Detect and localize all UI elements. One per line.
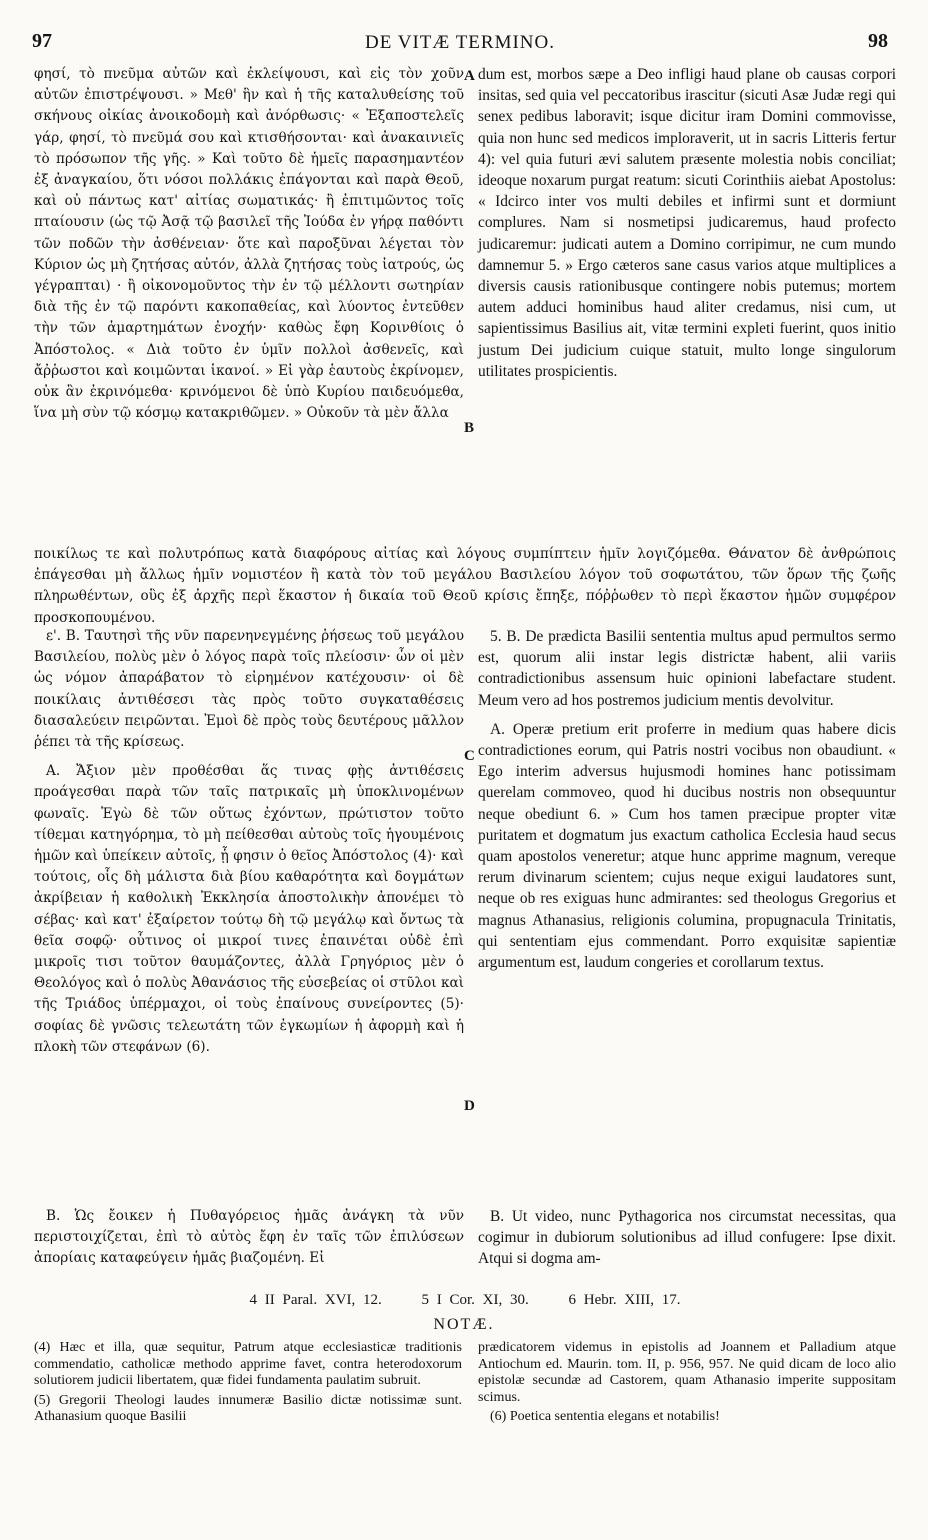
notes-column-left bbox=[34, 1340, 462, 1429]
latin-paragraph: dum est, morbos sæpe a Deo infligi haud plane ob causas corpori insitas, sed quia vel peccatoribus irascitur (sicuti Asæ Judæ regi qui senex pedibus laboravit; isque dicitur iram Domini commovisse, quia non hunc sed medicos imploraverit, ut in sacris Litteris fertur 4): vel quia futuri ævi salutem præsente molestia nobis conciliat; ideoque noxarum purgat reatum: sicuti Corinthiis aiebat Apostolus: « Idcirco inter vos multi debiles et infirmi sunt et dormiunt complures. Nam si nosmetipsi judicaremus, haud profecto judicaremur: judicati autem a Domino corripimur, ne cum mundo damnemur 5. » Ergo cæteros sane casus varios atque multiplices a diversis causis rationibusque contingere nobis putemus; mortem autem adduci hominibus haud aliter credamus, nisi cum, ut sapientissimus Basilius ait, vitæ termini expleti fuerint, quos initio justum Dei judicium cuique statuit, multo longe singulorum utilitates prospicientis. bbox=[478, 66, 896, 380]
latin-paragraph: 5. B. De prædicta Basilii sententia multus apud permultos sermo est, quorum alii instar legis districtæ habent, alii variis contradictionibus assensum huic opinioni labefactare student. Meum vero ad hos postremos judicium mentis devolvitur. bbox=[478, 628, 896, 709]
notes-heading: NOTÆ. bbox=[433, 1316, 495, 1333]
scripture-references bbox=[34, 1292, 896, 1309]
note-paragraph: (5) Gregorii Theologi laudes innumeræ Basilio dictæ notissimæ sunt. Athanasium quoque Basilii bbox=[34, 1392, 462, 1424]
note-paragraph: prædicatorem videmus in epistolis ad Joannem et Palladium atque Antiochum ed. Maurin. tom. II, p. 956, 957. Ne quid dicam de loco alio epistolæ secundæ ad Castorem, quam Athanasio imperite suppositam scimus. bbox=[478, 1340, 896, 1405]
margin-letter-d: D bbox=[464, 1098, 475, 1114]
margin-letter-a: A bbox=[464, 68, 475, 84]
greek-paragraph: ποικίλως τε καὶ πολυτρόπως κατὰ διαφόρους αἰτίας καὶ λόγους συμπίπτειν ἡμῖν λογιζόμεθα. Θάνατον δὲ ἀνθρώποις ἐπάγεσθαι μὴ ἄλλως ἡμῖν νομιστέον ἢ κατὰ τὸν τοῦ μεγάλου Βασιλείου λόγον τοῦ σοφωτάτου, τῶν ὅρων τῆς ζωῆς πληρωθέντων, οὓς ἐξ ἀρχῆς περὶ ἕκαστον ἡ δικαία τοῦ Θεοῦ κρίσις ἔπηξε, πόῤῥωθεν τὸ περὶ ἕκαστον ἡμῶν συμφέρον προσκοπουμένου. bbox=[34, 546, 896, 626]
scripture-reference: 5 I Cor. XI, 30. bbox=[421, 1292, 529, 1308]
latin-column-top bbox=[478, 64, 896, 544]
greek-paragraph: Β. Ὡς ἔοικεν ἡ Πυθαγόρειος ἡμᾶς ἀνάγκη τὰ νῦν περιστοιχίζεται, ἐπὶ τὸ αὐτὸς ἔφη ἐν ταῖς τῶν ἐπιλύσεων ἀπορίαις καταφεύγειν ἡμᾶς βιαζομένη. Εἰ bbox=[34, 1208, 464, 1267]
note-paragraph: (4) Hæc et illa, quæ sequitur, Patrum atque ecclesiasticæ traditionis commendatio, catholicæ methodo apprime favet, contra heterodoxorum solutiorem judicii libertatem, quæ fidei fundamenta paulatim subruit. bbox=[34, 1340, 462, 1388]
greek-paragraph: φησί, τὸ πνεῦμα αὐτῶν καὶ ἐκλείψουσι, καὶ εἰς τὸν χοῦν αὐτῶν ἐπιστρέψουσι. » Μεθ' ἣν καὶ ἡ τῆς καταλυθείσης τοῦ σκήνους οἰκίας ἀνοικοδομὴ καὶ ἀνόρθωσις· « Ἐξαποστελεῖς γάρ, φησί, τὸ πνεῦμά σου καὶ κτισθήσονται· καὶ ἀνακαινιεῖς τὸ πρόσωπον τῆς γῆς. » Καὶ τοῦτο δὲ ἡμεῖς παρασημαντέον ἐξ ἀναγκαίου, ὅτι νόσοι πολλάκις ἐπάγονται καὶ παρὰ Θεοῦ, καὶ οὐ πάντως κατ' αἰτίας σωματικάς· ἢ ἐπιτιμῶντος τοῖς πταίουσιν (ὡς τῷ Ἀσᾷ τῷ βασιλεῖ τῆς Ἰούδα ἐν γήρᾳ παθόντι τῶν ποδῶν τὴν ἀσθένειαν· ὅτε καὶ παροξῦναι λέγεται τὸν Κύριον ὡς μὴ ζητήσας αὐτόν, ἀλλὰ ζητήσας τοὺς ἰατρούς, ὡς γέγραπται) · ἢ οἰκονομοῦντος τὴν ἐν τῷ μέλλοντι σωτηρίαν διὰ τῆς ἐν τῷ παρόντι κακοπαθείας, καὶ λύοντος ἐντεῦθεν τὴν τῶν ἁμαρτημάτων ἐνοχήν· καθὼς ἔφη Κορινθίοις ὁ Ἀπόστολος. « Διὰ τοῦτο ἐν ὑμῖν πολλοὶ ἀσθενεῖς, καὶ ἄῤῥωστοι καὶ κοιμῶνται ἱκανοί. » Εἰ γὰρ ἑαυτοὺς ἐκρίνομεν, οὐκ ἂν ἐκρινόμεθα· κρινόμενοι δὲ ὑπὸ Κυρίου παιδευόμεθα, ἵνα μὴ σὺν τῷ κόσμῳ κατακριθῶμεν. » Οὐκοῦν τὰ μὲν ἄλλα bbox=[34, 66, 464, 422]
latin-column-bottom bbox=[478, 1206, 896, 1278]
margin-letter-b: B bbox=[464, 420, 475, 436]
latin-paragraph: B. Ut video, nunc Pythagorica nos circumstat necessitas, qua cogimur in dubiorum solutionibus ad illud confugere: Ipse dixit. Atqui si dogma am- bbox=[478, 1208, 896, 1268]
greek-column-top bbox=[34, 64, 464, 544]
greek-paragraph: ε'. Β. Ταυτησὶ τῆς νῦν παρενηνεγμένης ῥήσεως τοῦ μεγάλου Βασιλείου, πολὺς μὲν ὁ λόγος παρὰ τοῖς πλείοσιν· ὧν οἱ μὲν ὡς νόμον ἀπαράβατον τὸ εἰρημένον κατέχουσιν· οἱ δὲ ποικίλαις ἀντιθέσεσι τὰς πρὸς τοῦτο συγκαταθέσεις διασαλεύειν πειρῶνται. Ἐμοὶ δὲ πρὸς τοὺς δευτέρους μᾶλλον ῥέπει τὰ τῆς κρίσεως. bbox=[34, 628, 464, 751]
latin-paragraph: A. Operæ pretium erit proferre in medium quas habere dicis contradictiones eorum, qui Patris nostri vocibus non obaudiunt. « Ego interim adversus hujusmodi homines hanc potissimam querelam commoveo, quod hi ducibus nostris non obsequuntur neque obediunt 6. » Cum hos tamen præcipue propter vitæ puritatem et dogmatum jus exactum catholica Ecclesia haud secus quam apostolos veneretur; atque hunc apprime magnum, vereque rerum divinarum scientem; cujus neque exigui laudatores sunt, neque ob res exiguas hunc admirantes: sed theologus Gregorius et magnus Athanasius, religionis columina, propugnacula Trinitatis, qui sententiam ejus commendant. Porro exquisitæ sapientiæ argumentum est, laudum congeries et corollarum textus. bbox=[478, 720, 896, 972]
page-number-right: 98 bbox=[868, 30, 888, 52]
greek-column-bottom bbox=[34, 1206, 464, 1278]
margin-letter-c: C bbox=[464, 748, 475, 764]
greek-spanning-paragraph bbox=[34, 544, 896, 637]
latin-column-middle bbox=[478, 626, 896, 981]
notes-column-right bbox=[478, 1340, 896, 1429]
greek-column-middle bbox=[34, 626, 464, 1066]
scripture-reference: 4 II Paral. XVI, 12. bbox=[249, 1292, 382, 1308]
running-title: DE VITÆ TERMINO. bbox=[365, 32, 555, 53]
scripture-reference: 6 Hebr. XIII, 17. bbox=[568, 1292, 681, 1308]
page-header bbox=[32, 30, 888, 60]
greek-paragraph: Α. Ἄξιον μὲν προθέσθαι ἅς τινας φῂς ἀντιθέσεις προάγεσθαι παρὰ τῶν ταῖς πατρικαῖς μὴ ὑποκλινομένων φωναῖς. Ἐγὼ δὲ τῶν οὕτως ἐχόντων, πρώτιστον τοῦτο τίθεμαι κατηγόρημα, τὸ μὴ πείθεσθαι αὐτοὺς τοῖς ἡγουμένοις ἡμῶν καὶ ὑπείκειν αὐτοῖς, ᾗ φησιν ὁ θεῖος Ἀπόστολος (4)· καὶ τούτοις, οἷς δὴ μάλιστα διὰ βίου καθαρότητα καὶ δογμάτων ἀκρίβειαν ἡ καθολικὴ Ἐκκλησία ἀποστολικὴν ἀπονέμει τὸ σέβας· καὶ κατ' ἐξαίρετον τούτῳ δὴ τῷ μεγάλῳ καὶ ὄντως τὰ θεῖα σοφῷ· οὗτινος οἱ μικροί τινες ἐπαινέται οὐδὲ ἐπὶ μικροῖς τισι τοῦτον θαυμάζοντες, ἀλλὰ Γρηγόριος μὲν ὁ Θεολόγος καὶ ὁ πολὺς Ἀθανάσιος τῆς εὐσεβείας οἱ στῦλοι καὶ τῆς Τριάδος ὑπέρμαχοι, οἱ τοὺς ἐπαίνους συνείροντες (5)· σοφίας δὲ γνῶσις τελεωτάτη τῶν ἐγκωμίων ἡ ἀφορμὴ καὶ ἡ πλοκὴ τῶν στεφάνων (6). bbox=[34, 763, 464, 1055]
page-number-left: 97 bbox=[32, 30, 52, 52]
note-paragraph: (6) Poetica sententia elegans et notabilis! bbox=[490, 1409, 720, 1424]
